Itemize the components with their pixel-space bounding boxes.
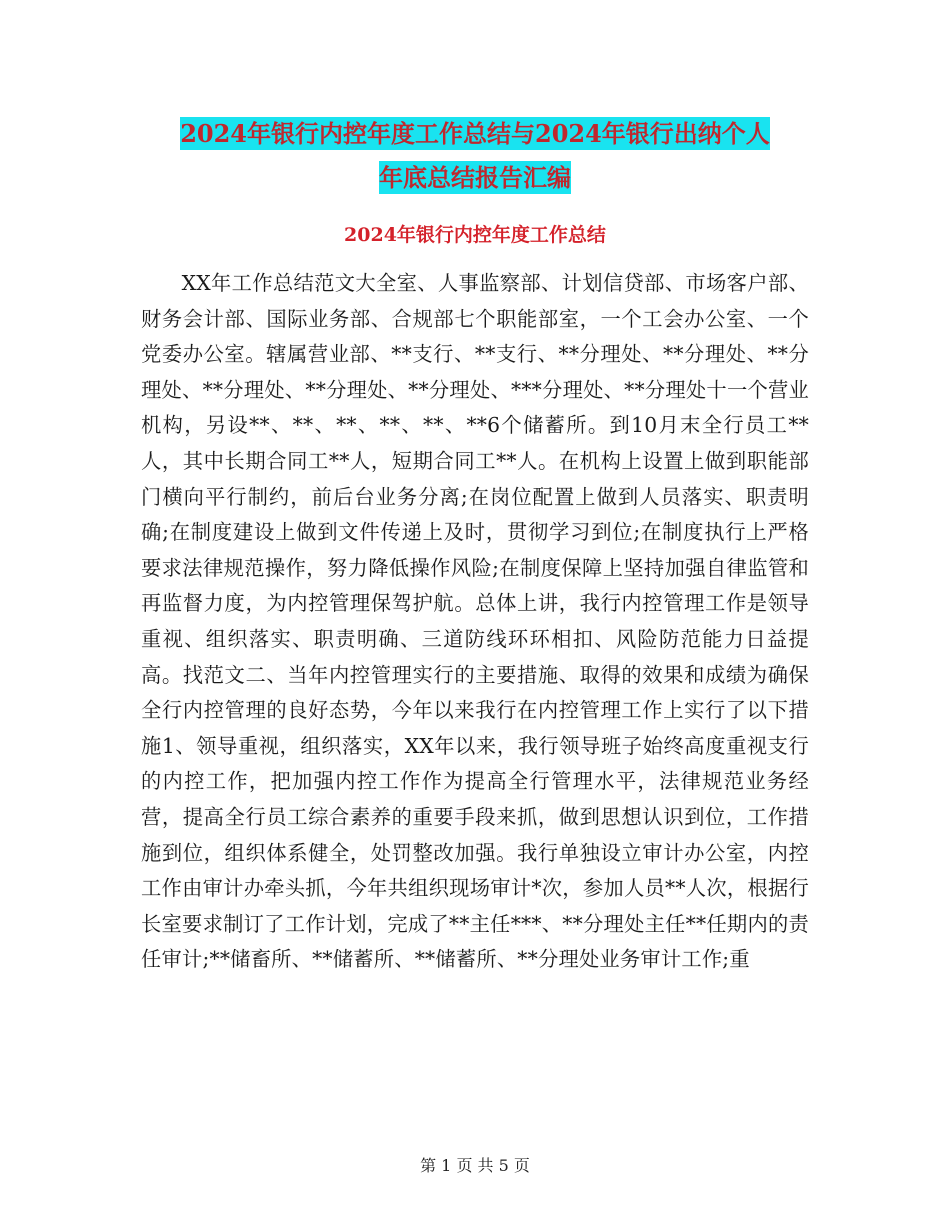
section-heading: 2024年银行内控年度工作总结 (344, 224, 606, 246)
body-paragraph: XX年工作总结范文大全室、人事监察部、计划信贷部、市场客户部、财务会计部、国际业务部、合规部七个职能部室，一个工会办公室、一个党委办公室。辖属营业部、**支行、**支行、**分理处、**分理处、**分理处、**分理处、**分理处、**分理处、***分理处、**分理处十一个营业机构，另设**、**、**、**、**、**6个储蓄所。到10月末全行员工**人，其中长期合同工**人，短期合同工**人。在机构上设置上做到职能部门横向平行制约，前后台业务分离;在岗位配置上做到人员落实、职责明确;在制度建设上做到文件传递上及时，贯彻学习到位;在制度执行上严格要求法律规范操作，努力降低操作风险;在制度保障上坚持加强自律监管和再监督力度，为内控管理保驾护航。总体上讲，我行内控管理工作是领导重视、组织落实、职责明确、三道防线环环相扣、风险防范能力日益提高。找范文二、当年内控管理实行的主要措施、取得的效果和成绩为确保全行内控管理的良好态势，今年以来我行在内控管理工作上实行了以下措施1、领导重视，组织落实，XX年以来，我行领导班子始终高度重视支行的内控工作，把加强内控工作作为提高全行管理水平，法律规范业务经营，提高全行员工综合素养的重要手段来抓，做到思想认识到位，工作措施到位，组织体系健全，处罚整改加强。我行单独设立审计办公室，内控工作由审计办牵头抓，今年共组织现场审计*次，参加人员**人次，根据行长室要求制订了工作计划，完成了**主任***、**分理处主任**任期内的责任审计;**储畜所、**储蓄所、**储蓄所、**分理处业务审计工作;重 (141, 271, 809, 972)
page-number-footer: 第 1 页 共 5 页 (420, 1156, 530, 1175)
title-line-1: 2024年银行内控年度工作总结与2024年银行出纳个人 (180, 119, 770, 148)
document-title (0, 112, 950, 200)
title-line-2: 年底总结报告汇编 (379, 163, 571, 192)
